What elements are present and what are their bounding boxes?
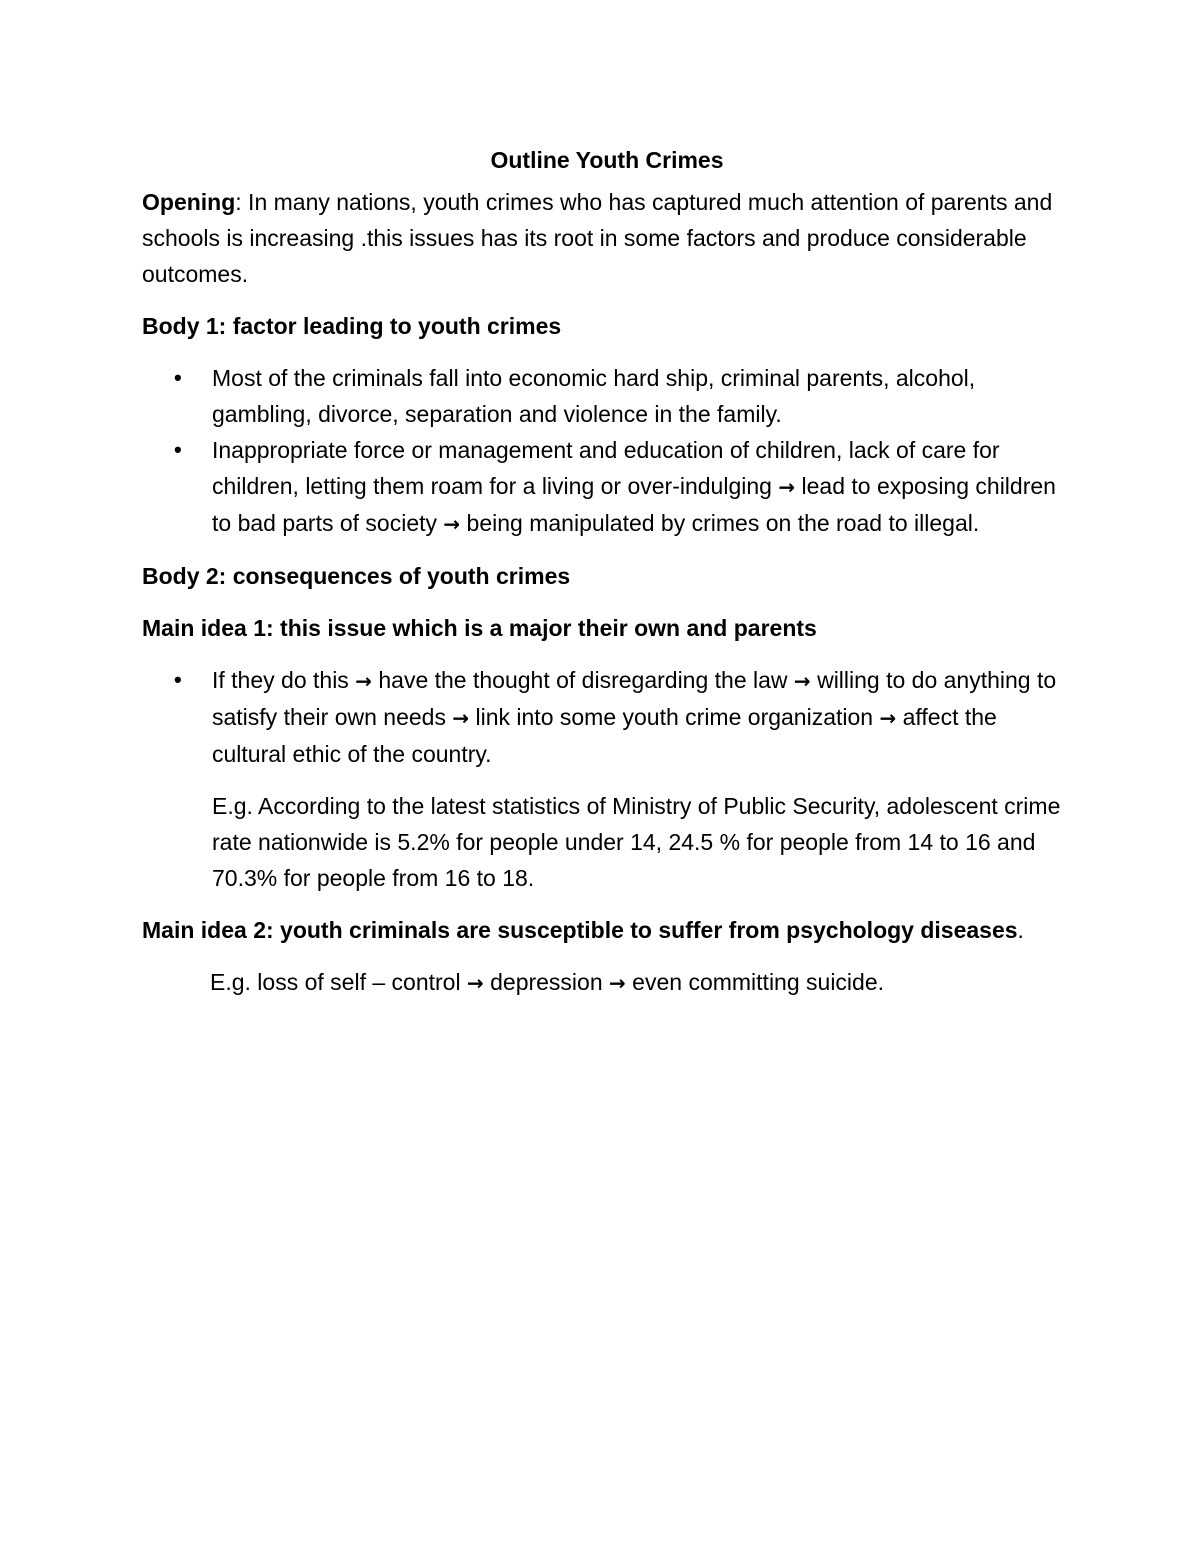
main-idea2-example-part3: even committing suicide. (625, 969, 885, 995)
main-idea1-bullet-item (142, 662, 1072, 772)
main-idea2-heading (142, 912, 1072, 948)
arrow-icon: → (355, 669, 372, 693)
main-idea2-heading-text: Main idea 2: youth criminals are susceptible to suffer from psychology diseases (142, 917, 1018, 943)
body2-heading: Body 2: consequences of youth crimes (142, 563, 571, 589)
main-idea1-bullet-part3: willing to do anything to satisfy their own needs (212, 667, 1057, 730)
main-idea1-bullet-part5: affect the cultural ethic of the country. (212, 704, 997, 767)
main-idea2-example (142, 964, 1072, 1001)
body1-bullet-text-1: Most of the criminals fall into economic hard ship, criminal parents, alcohol, gambling, divorce, separation and violence in the family. (212, 365, 976, 427)
main-idea2-example-part2: depression (483, 969, 610, 995)
arrow-icon: → (452, 706, 470, 730)
main-idea1-bullet-part4: link into some youth crime organization (469, 704, 880, 730)
body1-bullet2-part2: lead to exposing children to bad parts of society (212, 473, 1056, 536)
main-idea2-heading-end: . (1017, 917, 1024, 943)
arrow-icon: → (793, 669, 811, 693)
main-idea2-example-part1: E.g. loss of self – control (210, 969, 467, 995)
body1-bullet-item-2 (142, 432, 1072, 542)
body1-bullet-item-1 (142, 360, 1072, 432)
opening-paragraph (142, 184, 1072, 292)
main-idea1-heading: Main idea 1: this issue which is a major their own and parents (142, 615, 817, 641)
main-idea1-example: E.g. According to the latest statistics of Ministry of Public Security, adolescent crime rate nationwide is 5.2% for people under 14, 24.5 % for people from 14 to 16 and 70.3% for people from 16 to 18. (212, 793, 1061, 891)
page-title: Outline Youth Crimes (490, 147, 724, 173)
arrow-icon: → (879, 706, 897, 730)
document-content (142, 140, 1072, 1001)
arrow-icon: → (466, 971, 484, 995)
main-idea1-bullet-part1: If they do this (212, 667, 356, 693)
bullet-icon: • (174, 365, 182, 390)
body1-bullet2-part3: being manipulated by crimes on the road to illegal. (460, 510, 980, 536)
bullet-icon: • (174, 667, 182, 692)
bullet-icon: • (174, 437, 182, 462)
body1-bullet-list (142, 360, 1072, 542)
arrow-icon: → (443, 512, 461, 536)
opening-text: : In many nations, youth crimes who has captured much attention of parents and schools is increasing .this issues has its root in some factors and produce considerable outcomes. (142, 189, 1053, 287)
body1-heading: Body 1: factor leading to youth crimes (142, 313, 562, 339)
main-idea1-bullet-part2: have the thought of disregarding the law (371, 667, 794, 693)
arrow-icon: → (609, 971, 626, 995)
body1-bullet2-part1: Inappropriate force or management and education of children, lack of care for children, letting them roam for a living or over-indulging (212, 437, 1000, 499)
main-idea1-bullet-list (142, 662, 1072, 772)
arrow-icon: → (778, 475, 796, 499)
opening-label: Opening (142, 189, 236, 215)
